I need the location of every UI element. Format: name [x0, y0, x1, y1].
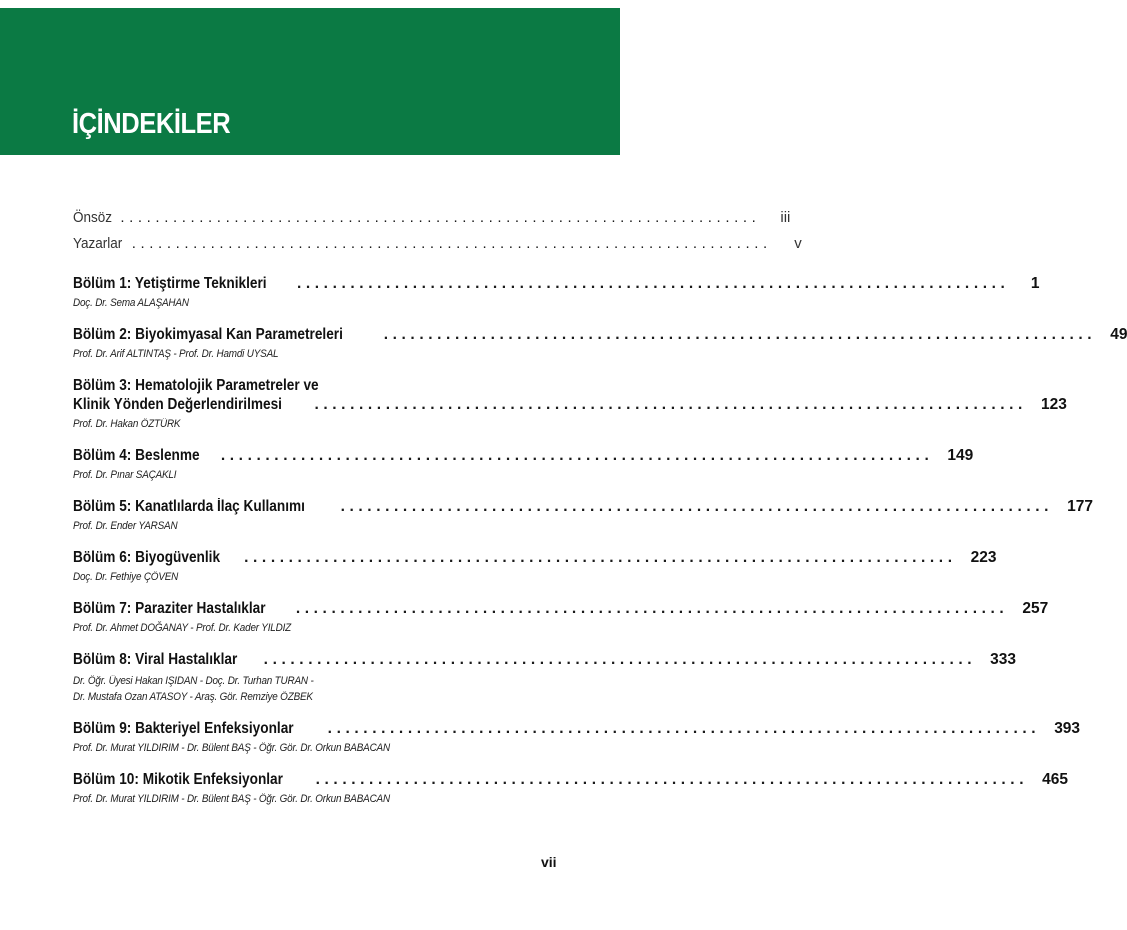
chapter-authors [73, 791, 553, 807]
chapter-title: Bölüm 4: Beslenme [73, 447, 200, 464]
toc-chapter-2[interactable] [73, 325, 1127, 362]
chapter-title: Bölüm 6: Biyogüvenlik [73, 549, 221, 566]
chapter-title-line1 [73, 376, 553, 395]
toc-entry-front-1[interactable] [73, 235, 802, 261]
author-text: Prof. Dr. Hakan ÖZTÜRK [73, 418, 181, 430]
chapter-page-number: 1 [1030, 275, 1040, 292]
chapter-page-number: 465 [1042, 771, 1068, 788]
page-title: İÇİNDEKİLER [72, 108, 231, 140]
author-line [73, 620, 553, 636]
dot-leader: ................................................................................ [295, 600, 1009, 617]
toc-chapter-10[interactable] [73, 770, 1068, 807]
author-line [73, 295, 553, 311]
chapter-authors [73, 518, 553, 534]
dot-leader: ................................................................................ [263, 651, 977, 668]
chapter-heading [73, 548, 997, 567]
chapter-page-number: 123 [1040, 396, 1067, 413]
author-text: Prof. Dr. Murat YILDIRIM - Dr. Bülent BAŞ - Öğr. Gör. Dr. Orkun BABACAN [73, 742, 390, 754]
author-text: Prof. Dr. Ender YARSAN [73, 520, 178, 532]
chapter-heading [73, 719, 1081, 738]
author-text: Doç. Dr. Sema ALAŞAHAN [73, 297, 189, 309]
chapter-page-number: 393 [1054, 720, 1081, 737]
chapter-title-row [73, 274, 1040, 293]
author-text: Prof. Dr. Arif ALTINTAŞ - Prof. Dr. Hamdi UYSAL [73, 348, 279, 360]
chapter-heading [73, 446, 974, 465]
dot-leader: ................................................................................ [340, 498, 1054, 515]
dot-leader: ................................................................................ [220, 447, 934, 464]
chapter-authors [73, 740, 553, 756]
dot-leader: ................................................................................ [296, 275, 1010, 292]
toc-chapter-6[interactable] [73, 548, 997, 585]
chapter-page-number: 223 [970, 549, 997, 566]
chapter-heading [73, 325, 1127, 344]
dot-leader: ................................................................................ [314, 396, 1027, 413]
author-text: Dr. Mustafa Ozan ATASOY - Araş. Gör. Remziye ÖZBEK [73, 691, 313, 703]
chapter-title-row [73, 770, 1068, 789]
author-line [73, 467, 553, 483]
chapter-list [73, 274, 1127, 807]
chapter-heading [73, 376, 1067, 414]
chapter-title-row [73, 446, 974, 465]
chapter-title: Bölüm 7: Paraziter Hastalıklar [73, 600, 266, 617]
author-text: Prof. Dr. Murat YILDIRIM - Dr. Bülent BAŞ - Öğr. Gör. Dr. Orkun BABACAN [73, 793, 390, 805]
chapter-title: Bölüm 1: Yetiştirme Teknikleri [73, 275, 267, 292]
toc-chapter-4[interactable] [73, 446, 974, 483]
chapter-page-number: 177 [1067, 498, 1093, 515]
page-number: vii [541, 854, 557, 870]
author-line [73, 673, 553, 689]
chapter-authors [73, 416, 553, 432]
chapter-title: Bölüm 9: Bakteriyel Enfeksiyonlar [73, 720, 294, 737]
toc-entry-page: iii [780, 209, 791, 226]
chapter-title: Bölüm 2: Biyokimyasal Kan Parametreleri [73, 326, 343, 343]
toc-chapter-8[interactable] [73, 650, 1017, 705]
author-line [73, 689, 553, 705]
chapter-title-row [73, 325, 1127, 344]
chapter-title-row [73, 497, 1093, 516]
header-band [0, 8, 620, 155]
chapter-authors [73, 467, 553, 483]
chapter-authors [73, 295, 553, 311]
top-margin-strip [0, 0, 620, 8]
author-line [73, 416, 553, 432]
chapter-authors [73, 346, 553, 362]
chapter-heading [73, 599, 1049, 618]
chapter-heading [73, 770, 1068, 789]
dot-leader: ......................................................................... [131, 235, 772, 252]
chapter-page-number: 149 [947, 447, 974, 464]
dot-leader: ......................................................................... [120, 209, 761, 226]
dot-leader: ................................................................................ [315, 771, 1029, 788]
chapter-page-number: 49 [1110, 326, 1127, 343]
author-line [73, 518, 553, 534]
chapter-heading [73, 497, 1093, 516]
chapter-title-row [73, 599, 1049, 618]
chapter-page-number: 333 [990, 651, 1017, 668]
chapter-heading [73, 650, 1017, 669]
author-line [73, 791, 553, 807]
dot-leader: ................................................................................ [327, 720, 1041, 737]
toc-chapter-5[interactable] [73, 497, 1093, 534]
toc-entry-title: Yazarlar [73, 235, 123, 252]
toc-chapter-1[interactable] [73, 274, 1040, 311]
chapter-title: Bölüm 10: Mikotik Enfeksiyonlar [73, 771, 283, 788]
chapter-authors [73, 673, 553, 705]
table-of-contents [73, 209, 1127, 807]
chapter-title: Bölüm 8: Viral Hastalıklar [73, 651, 238, 668]
toc-chapter-3[interactable] [73, 376, 1067, 432]
author-text: Prof. Dr. Pınar SAÇAKLI [73, 469, 177, 481]
chapter-heading [73, 274, 1040, 293]
chapter-title: Klinik Yönden Değerlendirilmesi [73, 396, 282, 413]
chapter-title: Bölüm 5: Kanatlılarda İlaç Kullanımı [73, 498, 305, 515]
dot-leader: ................................................................................ [383, 326, 1097, 343]
author-line [73, 569, 553, 585]
toc-entry-front-0[interactable] [73, 209, 791, 235]
author-text: Doç. Dr. Fethiye ÇÖVEN [73, 571, 179, 583]
author-line [73, 346, 553, 362]
chapter-page-number: 257 [1022, 600, 1049, 617]
chapter-title-row [73, 650, 1017, 669]
chapter-authors [73, 569, 553, 585]
chapter-title-row [73, 548, 997, 567]
author-text: Dr. Öğr. Üyesi Hakan IŞIDAN - Doç. Dr. Turhan TURAN - [73, 675, 314, 687]
chapter-title-row [73, 719, 1081, 738]
chapter-title-row [73, 395, 1067, 414]
toc-entry-page: v [794, 235, 802, 252]
author-text: Prof. Dr. Ahmet DOĞANAY - Prof. Dr. Kader YILDIZ [73, 622, 292, 634]
toc-chapter-9[interactable] [73, 719, 1081, 756]
dot-leader: ................................................................................ [244, 549, 957, 566]
author-line [73, 740, 553, 756]
chapter-title-text: Bölüm 3: Hematolojik Parametreler ve [73, 377, 319, 394]
chapter-authors [73, 620, 553, 636]
toc-chapter-7[interactable] [73, 599, 1049, 636]
toc-entry-title: Önsöz [73, 209, 113, 226]
